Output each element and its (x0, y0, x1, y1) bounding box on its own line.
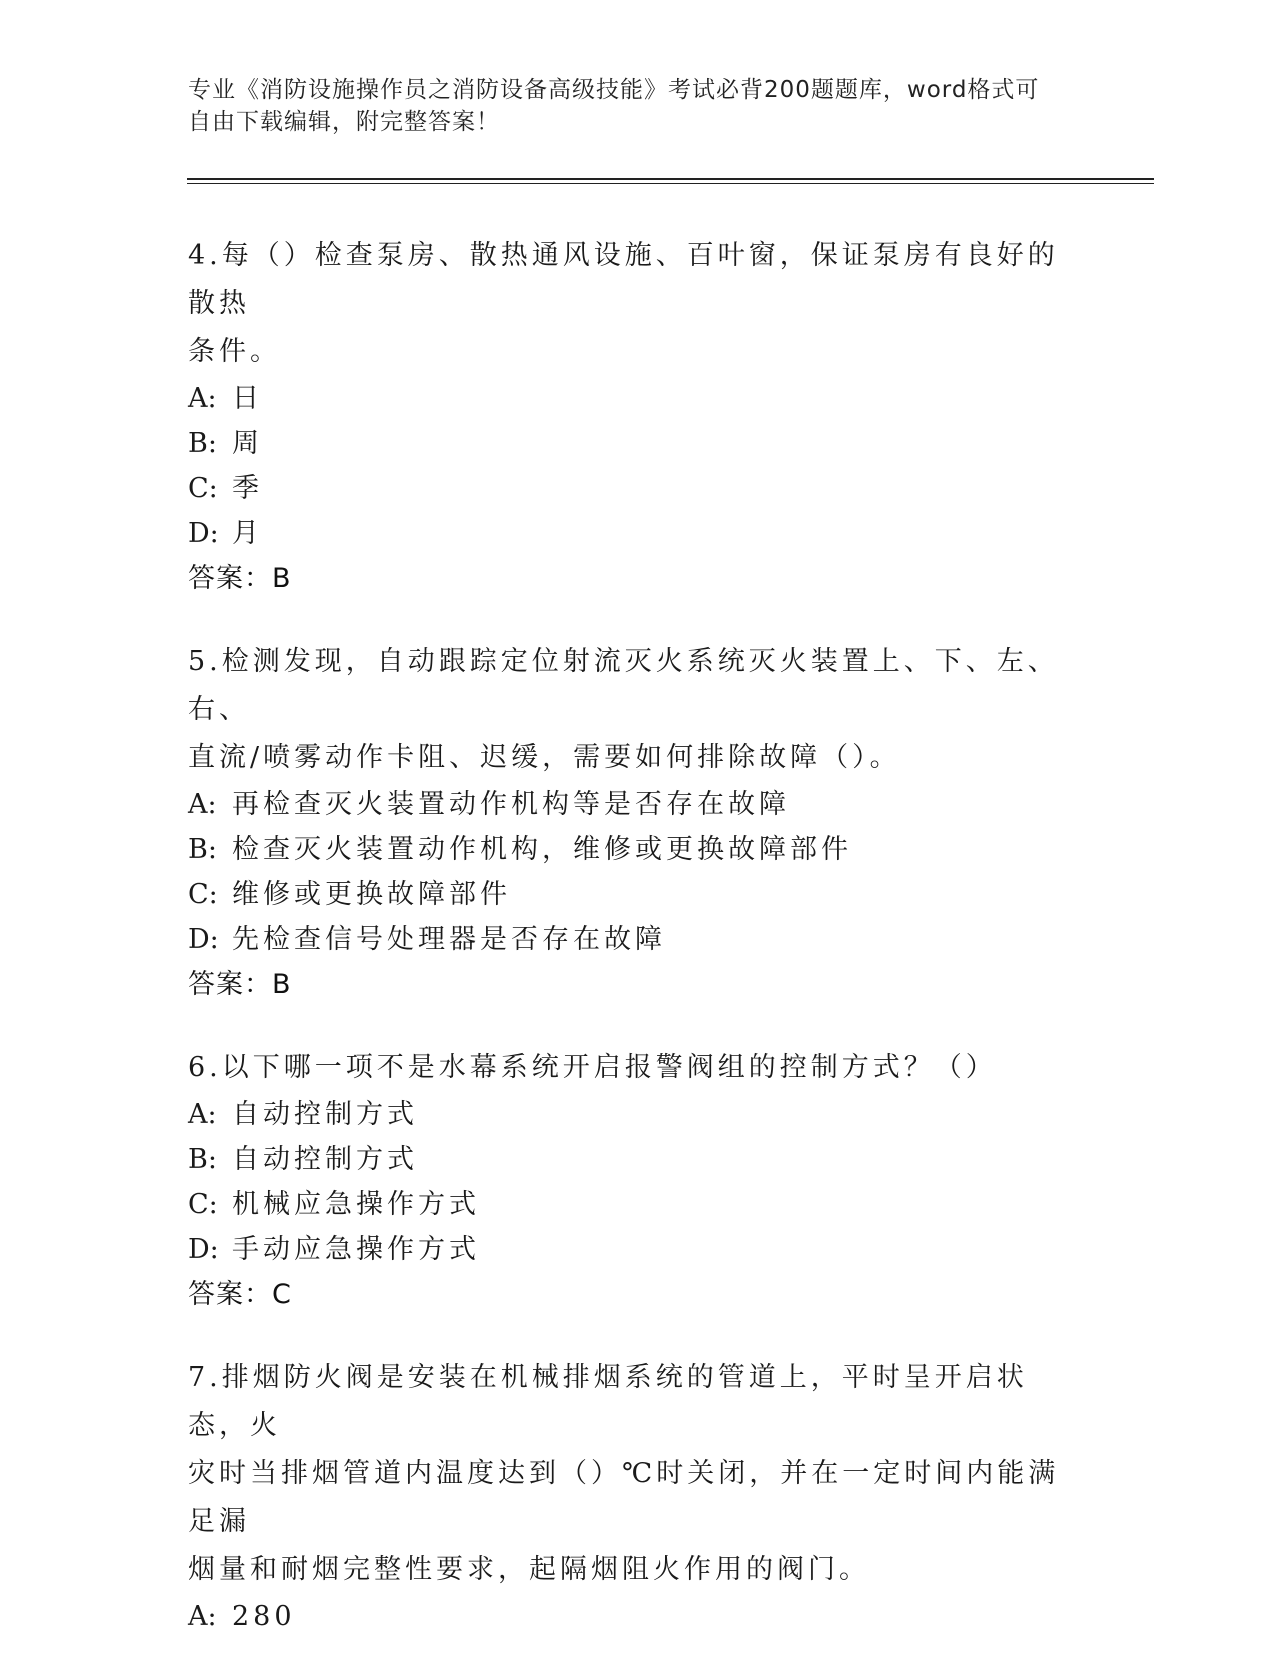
option-b (188, 1137, 1088, 1182)
question-stem-line: 5.检测发现，自动跟踪定位射流灭火系统灭火装置上、下、左、右、 (188, 646, 1059, 725)
question-stem-line: 条件。 (188, 336, 281, 367)
option-d (188, 511, 1088, 556)
question-item (188, 1354, 1088, 1639)
document-header (188, 74, 1088, 138)
question-stem-line: 6.以下哪一项不是水幕系统开启报警阀组的控制方式？（） (188, 1052, 997, 1083)
answer-line: 答案：B (188, 969, 292, 1000)
option-a (188, 376, 1088, 421)
option-letter: B: (188, 834, 217, 865)
answer-line: 答案：B (188, 563, 292, 594)
option-c (188, 466, 1088, 511)
question-stem (188, 232, 1088, 376)
option-letter: C: (188, 473, 218, 504)
question-item (188, 638, 1088, 1008)
option-text: 月 (232, 518, 263, 549)
option-text: 先检查信号处理器是否存在故障 (232, 924, 666, 955)
option-text: 日 (232, 383, 263, 414)
option-text: 280 (232, 1601, 296, 1632)
option-text: 检查灭火装置动作机构，维修或更换故障部件 (232, 834, 852, 865)
question-stem-line: 7.排烟防火阀是安装在机械排烟系统的管道上，平时呈开启状态，火 (188, 1362, 1028, 1441)
question-stem-line: 灾时当排烟管道内温度达到（）℃时关闭，并在一定时间内能满足漏 (188, 1458, 1060, 1537)
option-letter: A: (188, 789, 217, 820)
question-list (188, 232, 1088, 1675)
option-letter: B: (188, 1144, 217, 1175)
option-letter: C: (188, 1189, 218, 1220)
header-line-1: 专业《消防设施操作员之消防设备高级技能》考试必背200题题库，word格式可 (188, 77, 1040, 103)
option-d (188, 917, 1088, 962)
option-b (188, 827, 1088, 872)
header-divider (187, 178, 1154, 180)
option-text: 自动控制方式 (232, 1099, 418, 1130)
option-b (188, 421, 1088, 466)
option-letter: A: (188, 383, 217, 414)
option-c (188, 1182, 1088, 1227)
option-letter: A: (188, 1601, 217, 1632)
option-letter: C: (188, 879, 218, 910)
header-divider-thin (187, 183, 1154, 184)
option-d (188, 1227, 1088, 1272)
option-a (188, 1092, 1088, 1137)
option-text: 再检查灭火装置动作机构等是否存在故障 (232, 789, 790, 820)
question-item (188, 1044, 1088, 1318)
option-a (188, 1594, 1088, 1639)
question-stem-line: 4.每（）检查泵房、散热通风设施、百叶窗，保证泵房有良好的散热 (188, 240, 1059, 319)
option-letter: A: (188, 1099, 217, 1130)
option-text: 周 (232, 428, 263, 459)
option-text: 机械应急操作方式 (232, 1189, 480, 1220)
question-stem-line: 直流/喷雾动作卡阻、迟缓，需要如何排除故障（）。 (188, 742, 901, 773)
question-stem-line: 烟量和耐烟完整性要求，起隔烟阻火作用的阀门。 (188, 1554, 870, 1585)
option-text: 自动控制方式 (232, 1144, 418, 1175)
question-item (188, 232, 1088, 602)
question-stem (188, 1354, 1088, 1594)
option-text: 季 (232, 473, 263, 504)
option-text: 手动应急操作方式 (232, 1234, 480, 1265)
header-line-2: 自由下载编辑，附完整答案！ (188, 109, 500, 135)
option-letter: D: (188, 924, 219, 955)
option-text: 维修或更换故障部件 (232, 879, 511, 910)
answer-line: 答案：C (188, 1279, 292, 1310)
option-letter: B: (188, 428, 217, 459)
question-stem (188, 638, 1088, 782)
option-letter: D: (188, 518, 219, 549)
option-c (188, 872, 1088, 917)
question-stem (188, 1044, 1088, 1092)
option-a (188, 782, 1088, 827)
option-letter: D: (188, 1234, 219, 1265)
